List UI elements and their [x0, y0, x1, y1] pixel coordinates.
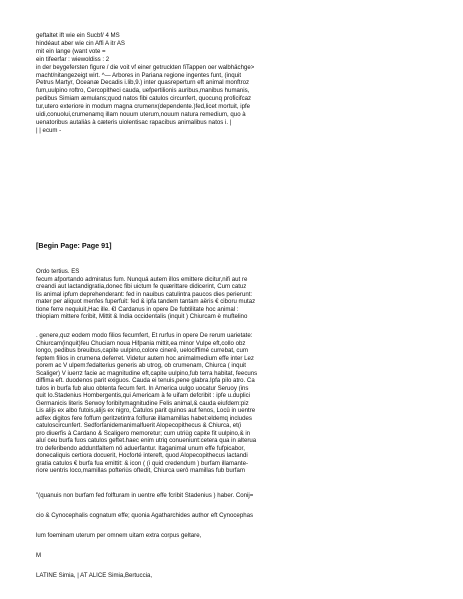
paragraph: lum foeminam uterum per omnem uitam extra corpus geltare, — [36, 532, 202, 539]
text-line: | | ecum - — [36, 126, 62, 134]
text-line: Germanicis literis Serwoy foribitymagnitudine Felis animal,& cauda eiufdem:piz — [36, 399, 249, 407]
text-line: riore uentris loco,mamillas pofteriùs oftedit, Chiurca uerô mamillas fub burfam — [36, 467, 245, 474]
text-line: donecaliquis certiora docuerit, Hocforté intereft, quod Alopecopithecus lactandi — [36, 452, 248, 459]
text-line: fum,uulpino roftro, Cercopitheci cauda, uefpertilionis auribus,manibus humanis, — [36, 87, 250, 95]
paragraph: M — [36, 552, 42, 559]
text-line: creandi aut lactandigratia,donec fibi uictum fe quærittare didicerint, Cum catuz — [36, 283, 247, 290]
text-line: tur,utero exteriore in modum magna crumenx(dependente.)fed,licet mortuit, ipfe — [36, 103, 251, 111]
text-line: tro deferibendo adduntfaltem nö aduerfantur. Itaganimal unum effe fufpicabor, — [36, 444, 245, 452]
text-line: fecum afportando admiratus fum. Nunquá autem illos emittere dicitur,nifi aut re — [36, 275, 248, 283]
text-line: hindéaut aber wie cin Affi A itr AS — [36, 39, 125, 47]
text-line: porem ac V ulpem:fedalterius generis ab utrog, ob crumenam, Chiurca ( inquit — [36, 362, 246, 369]
text-line: Scaliger) V iuerrz facie ac magnitudine eft,capite uulpino,fub terra habitat, feecuns — [36, 369, 258, 377]
text-line: mater per aliquot menfes fuperfuit: fed & ipfa tandem tantam aëris € ciboru mutaz — [36, 298, 256, 305]
text-line: adfex digitos fere foffum geritzetintra fcifluræ illamamillas habet:eldemq includes — [36, 414, 252, 422]
text-line: quit Io.Stadenius Hombergentis,qui Americam à fe uifam defcribit : ipfe u.duplici — [36, 392, 251, 399]
paragraph: cio & Cynocephalis cognatum effe; quonia Agatharchides author eft Cynocephas — [36, 512, 254, 519]
text-line: longo, pedibus breuibus,capite uulpino,colore cinerê, uelociffimé currebat, cum — [36, 347, 248, 354]
text-line: Petrus Martyr, Oceanæ Decadis i.lib,9.) inter quasreperturn eft animal monftroz — [36, 79, 250, 87]
text-block-top — [36, 32, 432, 135]
text-line: gratia catulos € burfa fua emittit: & icon ( (i quid credendum ) burfam illamante- — [36, 459, 249, 467]
paragraph: "(quanuis non burfam fed folfturam in uentre effe fcribit Stadenius ) haber. Conij= — [36, 492, 254, 499]
text-line: lis animal ipfum deprehenderant: fed in nauibus catulintra paucos dies perierunt: — [36, 290, 253, 298]
text-line: uenatoribus autaliàs à cæteris uiolentisac rapacibus animalibus natos i. | — [36, 118, 232, 126]
text-line: . genere,quz eodem modo filios fecumfert, Et rurfus in opere De rerum uarietate: — [36, 332, 253, 339]
text-line: pro diuerfis à Cardano & Scaligero memoretur; cum utriùg capite fit uulpino,& in — [36, 429, 251, 437]
text-line: catuloscircunfert. Sedforfanidemanimalfuerit Alopecopithecus & Chiurca, et(i — [36, 422, 242, 429]
text-line: diffima eft. duodenos parit exiguos. Cauda ei tenuis,pene glabra.Ipfa pilo atro. Ca — [36, 377, 255, 384]
text-block-main — [36, 332, 432, 475]
text-line: Lis alijs ex albo futois,alijs ex nigro, Catulos parit quinos aut fenos, Locü in uentre — [36, 407, 256, 414]
text-line: tulos in burfa fub aluo obtenta fecum fert. In America uulgo uocatur Seruoy (ins — [36, 384, 249, 392]
text-block-middle — [36, 268, 432, 321]
paragraph: LATINE Simia, | AT ALICE Simia,Bertuccia, — [36, 572, 153, 579]
text-line: Ordo tertius. ES — [36, 268, 80, 275]
text-line: aluí ceu burfa fuos catulos geftet.haec enim utriq conueniunt:cetera qua in alterua — [36, 437, 257, 444]
text-line: thiopiam mittere fcribit, Mittit & India occidentalis (inquit ) Chiurcam è muftelino — [36, 313, 248, 320]
text-line: pedibus Simiam æmulans;quod natos fibi catulos circunfert, quocunq proficifcaz — [36, 95, 252, 103]
text-line: in der beygefersten figure / die voit vf einer getruckten fiTappen oer walbhächge> — [36, 63, 255, 71]
text-line: feptem filios in crumena deferret. Videtur autem hoc animalmedium effe inter Lez — [36, 354, 254, 362]
text-line: mit ein lange (want vote = — [36, 47, 106, 55]
text-line: geftaltet ift wie ein Sucbf/ 4 MS — [36, 32, 120, 39]
text-line: ein tifeerfar : wiewoldiss : 2 — [36, 55, 110, 63]
text-line: uidi,conuolui,crumenamq illam nouum uterum,nouum natura remedium, quo à — [36, 111, 246, 119]
text-line: macht/nitangezeigt wirt. ^— Arbores in Pariana regione ingentes funt, (inquit — [36, 71, 242, 79]
page-marker: [Begin Page: Page 91] — [36, 241, 112, 250]
text-line: tione ferre nequiuit,Hac ille. €I Cardanus in opere De fubtilitate hoc animal : — [36, 305, 239, 313]
text-line: Chiurcam(inquit)feu Chuciam noua Hifpania mittit,ea minor Vulpe eft,collo obz — [36, 339, 246, 347]
